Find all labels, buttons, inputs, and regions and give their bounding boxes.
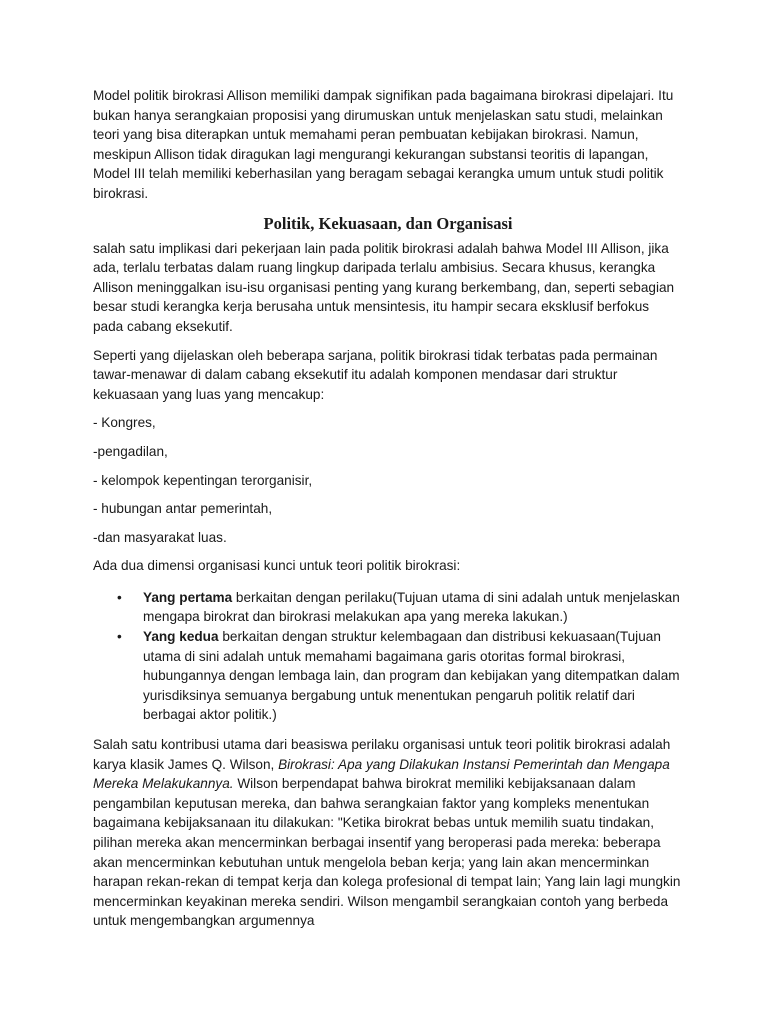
document-page (93, 86, 683, 940)
intro-paragraph: Model politik birokrasi Allison memiliki dampak signifikan pada bagaimana birokrasi dipelajari. Itu bukan hanya serangkaian proposisi yang dirumuskan untuk menjelaskan satu studi, melainkan teori yang bisa diterapkan untuk memahami peran pembuatan kebijakan birokrasi. Namun, meskipun Allison tidak diragukan lagi mengurangi kekurangan substansi teoritis di lapangan, Model III telah memiliki keberhasilan yang beragam sebagai kerangka umum untuk studi politik birokrasi. (93, 88, 674, 201)
list-item: - Kongres, (93, 415, 156, 431)
wilson-text-before: Salah satu kontribusi utama dari beasiswa perilaku organisasi untuk teori politik birokrasi adalah karya klasik James Q. Wilson, (93, 737, 671, 772)
wilson-text-after: Wilson berpendapat bahwa birokrat memiliki kebijaksanaan dalam pengambilan keputusan mereka, dan bahwa serangkaian faktor yang kompleks menentukan bagaimana kebijaksanaan itu dilakukan: "Ketika birokrat bebas untuk memilih suatu tindakan, pilihan mereka akan mencerminkan berbagai insentif yang beroperasi pada mereka: beberapa akan mencerminkan kebutuhan untuk mengelola beban kerja; yang lain akan mencerminkan harapan rekan-rekan di tempat kerja dan kolega profesional di tempat lain; Yang lain lagi mungkin mencerminkan keyakinan mereka sendiri. Wilson mengambil serangkaian contoh yang berbeda untuk mengembangkan argumennya (93, 776, 681, 929)
bullet-item-first (117, 588, 683, 627)
dimensions-bullet-list (93, 588, 683, 725)
list-item: -dan masyarakat luas. (93, 529, 227, 545)
list-item: - hubungan antar pemerintah, (93, 501, 273, 517)
power-structure-list (93, 413, 683, 547)
paragraph-scholars: Seperti yang dijelaskan oleh beberapa sarjana, politik birokrasi tidak terbatas pada permainan tawar-menawar di dalam cabang eksekutif itu adalah komponen mendasar dari struktur kekuasaan yang luas yang mencakup: (93, 347, 658, 402)
bullet-bold-label: Yang kedua (143, 629, 219, 645)
book-title: Birokrasi: Apa yang Dilakukan Instansi Pemerintah dan Mengapa Mereka Melakukannya. (93, 756, 670, 792)
paragraph-wilson (93, 735, 683, 931)
bullet-icon: • (117, 589, 122, 605)
paragraph-implication: salah satu implikasi dari pekerjaan lain pada politik birokrasi adalah bahwa Model III Allison, jika ada, terlalu terbatas dalam ruang lingkup daripada terlalu ambisius. Secara khusus, kerangka Allison meninggalkan isu-isu organisasi penting yang kurang berkembang, dan, seperti sebagian besar studi kerangka kerja berusaha untuk mensintesis, itu hampir secara eksklusif berfokus pada cabang eksekutif. (93, 240, 675, 334)
section-heading: Politik, Kekuasaan, dan Organisasi (263, 213, 513, 233)
list-item: - kelompok kepentingan terorganisir, (93, 472, 313, 488)
bullet-item-second (117, 627, 683, 725)
bullet-bold-label: Yang pertama (143, 589, 233, 605)
dimensions-lead: Ada dua dimensi organisasi kunci untuk teori politik birokrasi: (93, 558, 461, 574)
bullet-text: berkaitan dengan perilaku(Tujuan utama di sini adalah untuk menjelaskan mengapa birokrat dan birokrasi melakukan apa yang mereka lakukan.) (143, 589, 680, 625)
list-item: -pengadilan, (93, 443, 168, 459)
bullet-text: berkaitan dengan struktur kelembagaan dan distribusi kekuasaan(Tujuan utama di sini adalah untuk memahami bagaimana garis otoritas formal birokrasi, hubungannya dengan lembaga lain, dan program dan kebijakan yang ditempatkan dalam yurisdiksinya semuanya bergabung untuk menentukan pengaruh politik relatif dari berbagai aktor politik.) (143, 629, 680, 723)
bullet-icon: • (117, 629, 122, 645)
